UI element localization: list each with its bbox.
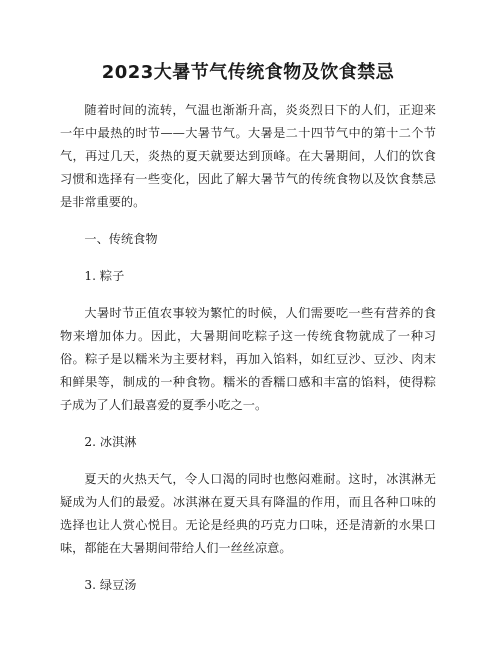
document-title: 2023大暑节气传统食物及饮食禁忌 [101, 62, 395, 83]
item-heading-mung-bean-soup: 3. 绿豆汤 [84, 578, 137, 592]
item-heading-ice-cream: 2. 冰淇淋 [84, 435, 137, 449]
intro-paragraph: 随着时间的流转，气温也渐渐升高，炎炎烈日下的人们，正迎来一年中最热的时节——大暑节气。大暑是二十四节气中的第十二个节气，再过几天，炎热的夏天就要达到顶峰。在大暑期间，人们的饮食习惯和选择有一些变化，因此了解大暑节气的传统食物以及饮食禁忌是非常重要的。 [60, 103, 436, 209]
item-heading-zongzi: 1. 粽子 [84, 269, 125, 283]
paragraph-ice-cream: 夏天的火热天气，令人口渴的同时也憋闷难耐。这时，冰淇淋无疑成为人们的最爱。冰淇淋在夏天具有降温的作用，而且各种口味的选择也让人赏心悦目。无论是经典的巧克力口味，还是清新的水果口味，都能在大暑期间带给人们一丝丝凉意。 [60, 472, 436, 555]
section-heading-traditional-food: 一、传统食物 [84, 232, 158, 246]
paragraph-zongzi: 大暑时节正值农事较为繁忙的时候，人们需要吃一些有营养的食物来增加体力。因此，大暑期间吃粽子这一传统食物就成了一种习俗。粽子是以糯米为主要材料，再加入馅料，如红豆沙、豆沙、肉末和鲜果等，制成的一种食物。糯米的香糯口感和丰富的馅料，使得粽子成为了人们最喜爱的夏季小吃之一。 [60, 306, 436, 412]
document-page [60, 58, 436, 611]
